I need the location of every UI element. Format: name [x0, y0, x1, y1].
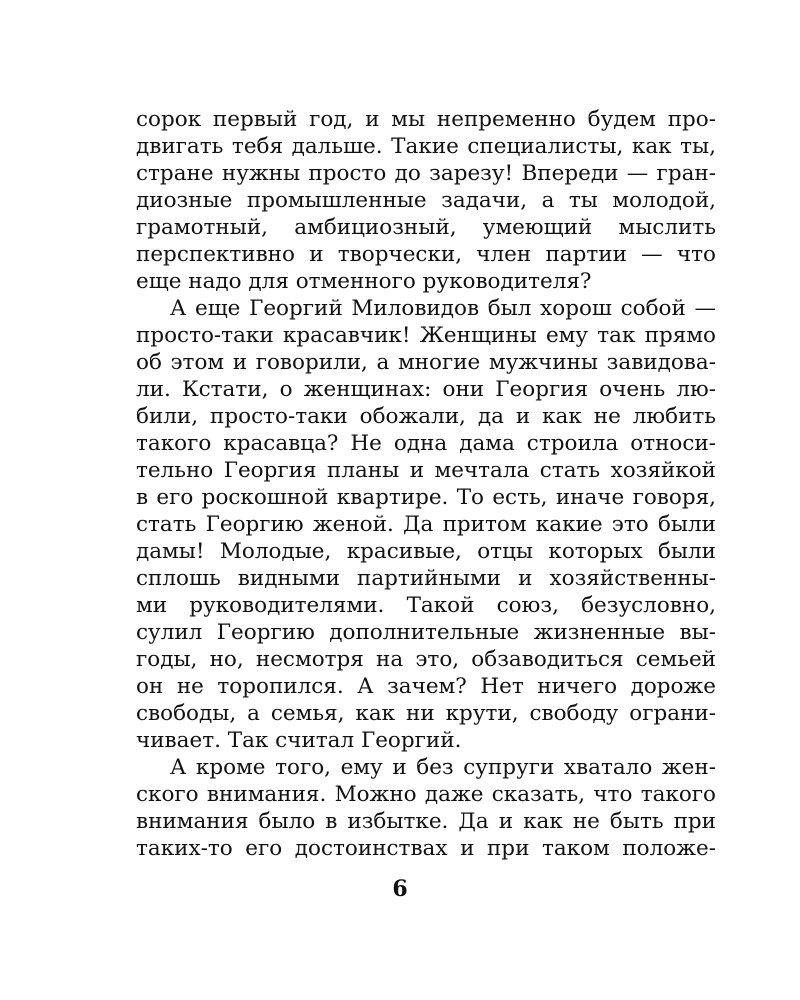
text-line: чивает. Так считал Георгий. — [136, 728, 462, 753]
text-line: дамы! Молодые, красивые, отцы которых были — [136, 539, 716, 564]
text-line: ского внимания. Можно даже сказать, что такого — [136, 782, 716, 807]
page-text — [136, 106, 716, 862]
text-line: стране нужны просто до зарезу! Впереди — гран- — [136, 161, 716, 186]
text-line: ми руководителями. Такой союз, безусловно, — [136, 593, 716, 618]
text-line: годы, но, несмотря на это, обзаводиться семьей — [136, 647, 716, 672]
page-number: 6 — [392, 876, 408, 902]
text-line: ли. Кстати, о женщинах: они Георгия очень лю- — [136, 377, 716, 402]
text-line: в его роскошной квартире. То есть, иначе говоря, — [136, 485, 716, 510]
text-line: внимания было в избытке. Да и как не быть при — [136, 809, 716, 834]
text-line: просто-таки красавчик! Женщины ему так прямо — [136, 323, 716, 348]
text-line: перспективно и творчески, член партии — что — [136, 242, 716, 267]
text-line: таких-то его достоинствах и при таком положе- — [136, 836, 716, 861]
text-line: двигать тебя дальше. Такие специалисты, как ты, — [136, 134, 716, 159]
text-line: такого красавца? Не одна дама строила относи- — [136, 431, 716, 456]
text-line: А еще Георгий Миловидов был хорош собой — — [170, 296, 716, 321]
text-line: сорок первый год, и мы непременно будем про- — [136, 107, 716, 132]
text-line: диозные промышленные задачи, а ты молодой, — [136, 188, 716, 213]
text-line: били, просто-таки обожали, да и как не любить — [136, 404, 716, 429]
text-line: стать Георгию женой. Да притом какие это были — [136, 512, 716, 537]
text-line: об этом и говорили, а многие мужчины завидова- — [136, 350, 716, 375]
text-line: А кроме того, ему и без супруги хватало жен- — [170, 755, 716, 780]
text-line: свободы, а семья, как ни крути, свободу ограни- — [136, 701, 716, 726]
text-line: сплошь видными партийными и хозяйственны- — [136, 566, 716, 591]
text-line: он не торопился. А зачем? Нет ничего дороже — [136, 674, 716, 699]
text-line: тельно Георгия планы и мечтала стать хозяйкой — [136, 458, 716, 483]
text-line: сулил Георгию дополнительные жизненные вы- — [136, 620, 716, 645]
text-line: грамотный, амбициозный, умеющий мыслить — [136, 215, 716, 240]
text-line: еще надо для отменного руководителя? — [136, 269, 592, 294]
